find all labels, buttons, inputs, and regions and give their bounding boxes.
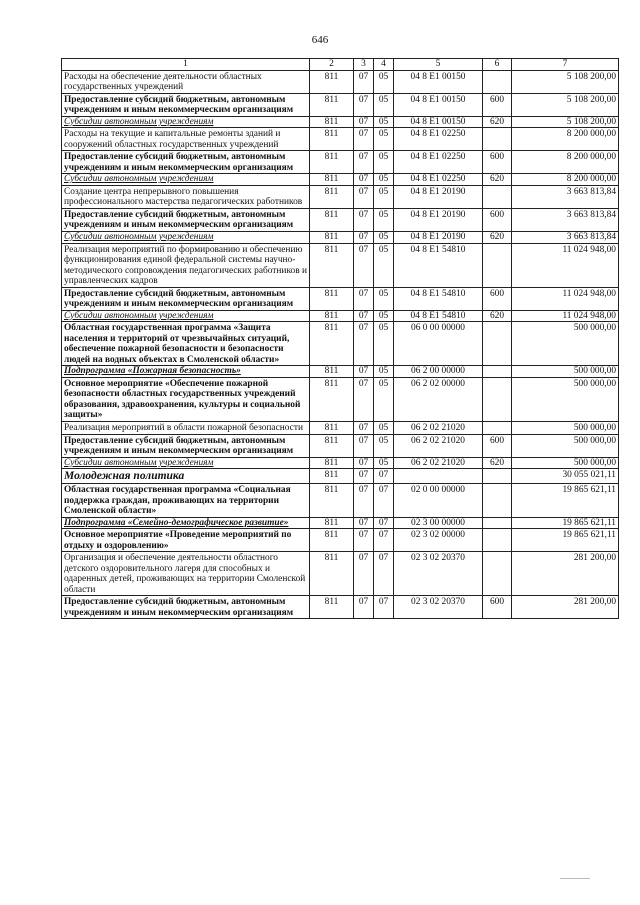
row-cell-col-6 <box>483 128 512 151</box>
table-row <box>62 185 619 208</box>
row-cell-col-7: 500 000,00 <box>512 377 619 421</box>
budget-table <box>61 58 619 619</box>
row-cell-col-5: 04 8 E1 00150 <box>394 93 483 116</box>
row-description: Предоставление субсидий бюджетным, автономным учреждениям и иным некоммерческим организациям <box>62 287 310 310</box>
table-row <box>62 366 619 378</box>
row-cell-col-7: 19 865 621,11 <box>512 529 619 552</box>
row-cell-col-4: 05 <box>374 434 394 457</box>
row-cell-col-6 <box>483 484 512 518</box>
row-cell-col-6: 600 <box>483 434 512 457</box>
column-header: 5 <box>394 59 483 71</box>
row-cell-col-5: 04 8 E1 00150 <box>394 116 483 128</box>
row-cell-col-4: 05 <box>374 287 394 310</box>
table-row <box>62 422 619 435</box>
row-cell-col-6 <box>483 377 512 421</box>
row-cell-col-3: 07 <box>354 366 374 378</box>
row-cell-col-5: 06 2 02 21020 <box>394 457 483 469</box>
row-cell-col-6 <box>483 322 512 366</box>
row-cell-col-7: 281 200,00 <box>512 552 619 596</box>
row-cell-col-4: 05 <box>374 377 394 421</box>
column-header: 7 <box>512 59 619 71</box>
row-cell-col-4: 05 <box>374 174 394 186</box>
row-description: Основное мероприятие «Проведение мероприятий по отдыху и оздоровлению» <box>62 529 310 552</box>
row-cell-col-6: 600 <box>483 93 512 116</box>
row-cell-col-7: 500 000,00 <box>512 434 619 457</box>
row-cell-col-3: 07 <box>354 310 374 322</box>
row-cell-col-7: 3 663 813,84 <box>512 208 619 231</box>
row-cell-col-4: 05 <box>374 231 394 243</box>
row-cell-col-2: 811 <box>310 322 354 366</box>
column-header: 3 <box>354 59 374 71</box>
row-cell-col-3: 07 <box>354 457 374 469</box>
row-cell-col-6 <box>483 70 512 93</box>
row-cell-col-4: 05 <box>374 93 394 116</box>
row-cell-col-2: 811 <box>310 174 354 186</box>
row-cell-col-6 <box>483 529 512 552</box>
row-cell-col-5: 02 3 02 20370 <box>394 596 483 619</box>
column-header: 2 <box>310 59 354 71</box>
row-cell-col-3: 07 <box>354 529 374 552</box>
row-cell-col-6 <box>483 552 512 596</box>
row-cell-col-5: 02 0 00 00000 <box>394 484 483 518</box>
row-cell-col-3: 07 <box>354 422 374 435</box>
row-description: Субсидии автономным учреждениям <box>62 457 310 469</box>
row-cell-col-7: 19 865 621,11 <box>512 484 619 518</box>
row-description: Предоставление субсидий бюджетным, автономным учреждениям и иным некоммерческим организациям <box>62 208 310 231</box>
row-cell-col-2: 811 <box>310 596 354 619</box>
row-description: Молодежная политика <box>62 469 310 484</box>
row-cell-col-5: 04 8 E1 20190 <box>394 208 483 231</box>
row-cell-col-5: 04 8 E1 54810 <box>394 243 483 287</box>
row-cell-col-7: 19 865 621,11 <box>512 517 619 529</box>
row-cell-col-3: 07 <box>354 208 374 231</box>
row-cell-col-6: 620 <box>483 174 512 186</box>
row-cell-col-5: 04 8 E1 54810 <box>394 310 483 322</box>
row-cell-col-6 <box>483 243 512 287</box>
row-cell-col-6: 600 <box>483 287 512 310</box>
row-cell-col-7: 8 200 000,00 <box>512 174 619 186</box>
row-cell-col-2: 811 <box>310 377 354 421</box>
row-cell-col-5: 06 2 02 21020 <box>394 434 483 457</box>
row-cell-col-3: 07 <box>354 231 374 243</box>
row-cell-col-3: 07 <box>354 434 374 457</box>
row-description: Организация и обеспечение деятельности областного детского оздоровительного лагеря для способных и одаренных детей, проживающих на территории Смоленской области <box>62 552 310 596</box>
row-cell-col-3: 07 <box>354 552 374 596</box>
table-row <box>62 310 619 322</box>
row-cell-col-4: 07 <box>374 517 394 529</box>
row-description: Субсидии автономным учреждениям <box>62 116 310 128</box>
row-cell-col-7: 500 000,00 <box>512 366 619 378</box>
row-cell-col-3: 07 <box>354 185 374 208</box>
row-cell-col-3: 07 <box>354 287 374 310</box>
table-row <box>62 151 619 174</box>
row-cell-col-7: 3 663 813,84 <box>512 185 619 208</box>
row-cell-col-5: 06 2 02 00000 <box>394 377 483 421</box>
row-description: Расходы на текущие и капитальные ремонты зданий и сооружений областных государственных учреждений <box>62 128 310 151</box>
table-row <box>62 322 619 366</box>
row-cell-col-2: 811 <box>310 552 354 596</box>
row-cell-col-4: 05 <box>374 322 394 366</box>
row-cell-col-7: 11 024 948,00 <box>512 243 619 287</box>
row-cell-col-2: 811 <box>310 70 354 93</box>
column-header: 4 <box>374 59 394 71</box>
table-row <box>62 116 619 128</box>
row-cell-col-7: 5 108 200,00 <box>512 93 619 116</box>
row-cell-col-7: 500 000,00 <box>512 457 619 469</box>
table-row <box>62 128 619 151</box>
row-cell-col-5: 02 3 02 20370 <box>394 552 483 596</box>
row-cell-col-4: 07 <box>374 484 394 518</box>
table-row <box>62 287 619 310</box>
row-cell-col-2: 811 <box>310 469 354 484</box>
row-cell-col-5: 06 0 00 00000 <box>394 322 483 366</box>
row-description: Предоставление субсидий бюджетным, автономным учреждениям и иным некоммерческим организациям <box>62 596 310 619</box>
row-cell-col-4: 05 <box>374 457 394 469</box>
row-cell-col-2: 811 <box>310 529 354 552</box>
row-cell-col-6: 600 <box>483 151 512 174</box>
row-cell-col-6 <box>483 517 512 529</box>
row-cell-col-3: 07 <box>354 322 374 366</box>
row-cell-col-6: 600 <box>483 208 512 231</box>
row-cell-col-7: 500 000,00 <box>512 422 619 435</box>
row-cell-col-2: 811 <box>310 208 354 231</box>
row-cell-col-4: 05 <box>374 70 394 93</box>
row-cell-col-7: 11 024 948,00 <box>512 287 619 310</box>
row-description: Предоставление субсидий бюджетным, автономным учреждениям и иным некоммерческим организациям <box>62 434 310 457</box>
row-cell-col-2: 811 <box>310 287 354 310</box>
row-description: Создание центра непрерывного повышения профессионального мастерства педагогических работников <box>62 185 310 208</box>
row-cell-col-5: 06 2 00 00000 <box>394 366 483 378</box>
scan-mark <box>560 878 590 879</box>
row-cell-col-4: 05 <box>374 185 394 208</box>
row-cell-col-3: 07 <box>354 93 374 116</box>
row-cell-col-2: 811 <box>310 422 354 435</box>
table-row <box>62 93 619 116</box>
table-row <box>62 243 619 287</box>
row-cell-col-2: 811 <box>310 517 354 529</box>
row-cell-col-2: 811 <box>310 457 354 469</box>
row-description: Субсидии автономным учреждениям <box>62 174 310 186</box>
row-cell-col-2: 811 <box>310 93 354 116</box>
row-description: Подпрограмма «Семейно-демографическое развитие» <box>62 517 310 529</box>
row-cell-col-5 <box>394 469 483 484</box>
row-description: Субсидии автономным учреждениям <box>62 231 310 243</box>
table-row <box>62 596 619 619</box>
row-cell-col-5: 06 2 02 21020 <box>394 422 483 435</box>
row-cell-col-3: 07 <box>354 517 374 529</box>
row-cell-col-5: 04 8 E1 02250 <box>394 174 483 186</box>
row-cell-col-4: 07 <box>374 552 394 596</box>
row-cell-col-3: 07 <box>354 377 374 421</box>
row-cell-col-7: 5 108 200,00 <box>512 116 619 128</box>
table-row <box>62 377 619 421</box>
row-cell-col-2: 811 <box>310 116 354 128</box>
row-cell-col-5: 04 8 E1 20190 <box>394 231 483 243</box>
table-row <box>62 208 619 231</box>
row-cell-col-3: 07 <box>354 596 374 619</box>
row-cell-col-2: 811 <box>310 185 354 208</box>
row-cell-col-6: 620 <box>483 457 512 469</box>
row-cell-col-4: 07 <box>374 596 394 619</box>
row-cell-col-7: 5 108 200,00 <box>512 70 619 93</box>
row-cell-col-4: 05 <box>374 366 394 378</box>
table-header-row <box>62 59 619 71</box>
table-row <box>62 517 619 529</box>
table-row <box>62 457 619 469</box>
row-cell-col-2: 811 <box>310 366 354 378</box>
row-cell-col-4: 05 <box>374 310 394 322</box>
table-row <box>62 552 619 596</box>
row-description: Основное мероприятие «Обеспечение пожарной безопасности областных государственных учреждений образования, здравоохранения, культуры и социальной защиты» <box>62 377 310 421</box>
row-cell-col-4: 05 <box>374 422 394 435</box>
row-cell-col-5: 04 8 E1 54810 <box>394 287 483 310</box>
row-cell-col-4: 05 <box>374 151 394 174</box>
row-cell-col-7: 281 200,00 <box>512 596 619 619</box>
row-cell-col-4: 05 <box>374 128 394 151</box>
row-description: Областная государственная программа «Защита населения и территорий от чрезвычайных ситуаций, обеспечение пожарной безопасности и безопасности людей на водных объектах в Смоленской области» <box>62 322 310 366</box>
row-cell-col-6 <box>483 422 512 435</box>
row-cell-col-2: 811 <box>310 484 354 518</box>
row-cell-col-3: 07 <box>354 128 374 151</box>
row-cell-col-6: 620 <box>483 231 512 243</box>
row-cell-col-4: 07 <box>374 529 394 552</box>
row-cell-col-3: 07 <box>354 151 374 174</box>
row-cell-col-5: 04 8 E1 02250 <box>394 151 483 174</box>
row-cell-col-2: 811 <box>310 128 354 151</box>
column-header: 6 <box>483 59 512 71</box>
row-cell-col-3: 07 <box>354 174 374 186</box>
row-cell-col-3: 07 <box>354 243 374 287</box>
row-cell-col-2: 811 <box>310 151 354 174</box>
row-description: Реализация мероприятий по формированию и обеспечению функционирования единой федеральной системы научно-методического сопровождения педагогических работников и управленческих кадров <box>62 243 310 287</box>
row-cell-col-5: 04 8 E1 20190 <box>394 185 483 208</box>
row-description: Подпрограмма «Пожарная безопасность» <box>62 366 310 378</box>
row-cell-col-4: 05 <box>374 208 394 231</box>
row-cell-col-7: 8 200 000,00 <box>512 128 619 151</box>
row-description: Предоставление субсидий бюджетным, автономным учреждениям и иным некоммерческим организациям <box>62 151 310 174</box>
row-cell-col-5: 02 3 00 00000 <box>394 517 483 529</box>
table-row <box>62 231 619 243</box>
row-cell-col-5: 04 8 E1 00150 <box>394 70 483 93</box>
row-cell-col-3: 07 <box>354 70 374 93</box>
table-row <box>62 434 619 457</box>
row-cell-col-6: 620 <box>483 116 512 128</box>
row-description: Расходы на обеспечение деятельности областных государственных учреждений <box>62 70 310 93</box>
row-cell-col-6: 620 <box>483 310 512 322</box>
page-number: 646 <box>311 34 329 46</box>
row-cell-col-2: 811 <box>310 310 354 322</box>
column-header: 1 <box>62 59 310 71</box>
table-row <box>62 529 619 552</box>
row-cell-col-3: 07 <box>354 116 374 128</box>
row-description: Областная государственная программа «Социальная поддержка граждан, проживающих на территории Смоленской области» <box>62 484 310 518</box>
row-cell-col-7: 11 024 948,00 <box>512 310 619 322</box>
row-cell-col-6 <box>483 469 512 484</box>
row-description: Реализация мероприятий в области пожарной безопасности <box>62 422 310 435</box>
table-row <box>62 484 619 518</box>
row-description: Предоставление субсидий бюджетным, автономным учреждениям и иным некоммерческим организациям <box>62 93 310 116</box>
table-row <box>62 469 619 484</box>
row-cell-col-2: 811 <box>310 243 354 287</box>
row-cell-col-7: 30 055 021,11 <box>512 469 619 484</box>
row-cell-col-7: 500 000,00 <box>512 322 619 366</box>
table-row <box>62 70 619 93</box>
row-cell-col-6: 600 <box>483 596 512 619</box>
row-cell-col-6 <box>483 185 512 208</box>
row-cell-col-4: 05 <box>374 116 394 128</box>
row-cell-col-5: 04 8 E1 02250 <box>394 128 483 151</box>
row-cell-col-3: 07 <box>354 469 374 484</box>
row-description: Субсидии автономным учреждениям <box>62 310 310 322</box>
row-cell-col-4: 05 <box>374 243 394 287</box>
row-cell-col-4: 07 <box>374 469 394 484</box>
row-cell-col-3: 07 <box>354 484 374 518</box>
row-cell-col-2: 811 <box>310 434 354 457</box>
row-cell-col-6 <box>483 366 512 378</box>
row-cell-col-7: 8 200 000,00 <box>512 151 619 174</box>
table-row <box>62 174 619 186</box>
row-cell-col-5: 02 3 02 00000 <box>394 529 483 552</box>
row-cell-col-2: 811 <box>310 231 354 243</box>
row-cell-col-7: 3 663 813,84 <box>512 231 619 243</box>
